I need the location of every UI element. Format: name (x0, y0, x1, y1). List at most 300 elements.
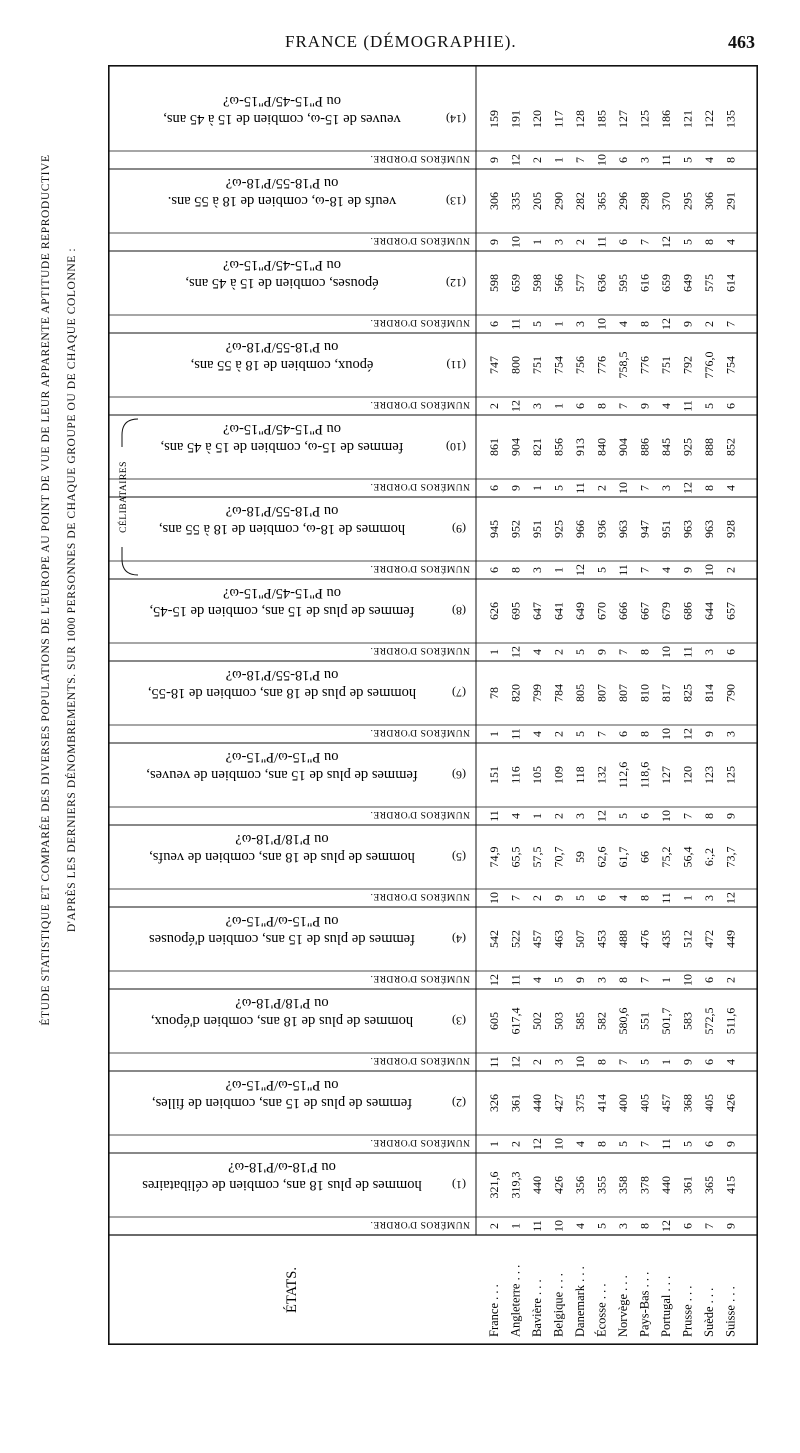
value-cell: 511,6 (723, 1007, 738, 1035)
rank-cell: 3 (637, 157, 652, 163)
state-name: Suisse . . . (723, 1286, 738, 1337)
rank-header: NUMÉROS D'ORDRE. (370, 891, 470, 901)
value-cell: 306 (487, 192, 501, 210)
state-name: Portugal . . . (659, 1275, 673, 1337)
column-number: (11) (446, 358, 466, 372)
rank-cell: 11 (508, 318, 523, 330)
value-cell: 365 (702, 1176, 716, 1194)
state-name: Écosse . . . (594, 1283, 609, 1337)
table-grid (108, 65, 758, 1345)
rank-cell: 1 (551, 567, 566, 573)
rank-cell: 1 (680, 895, 695, 901)
value-cell: 936 (594, 520, 609, 538)
value-cell: 852 (723, 438, 738, 456)
value-cell: 585 (573, 1012, 587, 1030)
rank-cell: 10 (551, 1220, 566, 1232)
rank-cell: 5 (702, 403, 716, 409)
value-cell: 817 (659, 684, 673, 702)
value-cell: 861 (487, 438, 501, 456)
value-cell: 799 (530, 684, 544, 702)
rank-cell: 3 (551, 239, 566, 245)
rank-cell: 6 (487, 321, 501, 327)
value-cell: 70,7 (551, 846, 566, 868)
value-cell: 501,7 (659, 1007, 673, 1035)
caption-line-1: ÉTUDE STATISTIQUE ET COMPARÉE DES DIVERSES POPULATIONS DE L'EUROPE AU POINT DE VUE DE LEUR APPARENTE APTITUDE REPRODUCTIVE (40, 154, 52, 1026)
value-cell: 810 (637, 684, 652, 702)
value-cell: 6:,2 (702, 847, 716, 867)
rank-cell: 9 (551, 895, 566, 901)
rank-header: NUMÉROS D'ORDRE. (370, 153, 470, 163)
value-cell: 435 (659, 930, 673, 948)
rank-cell: 1 (551, 157, 566, 163)
rank-cell: 11 (508, 728, 523, 740)
rank-cell: 2 (551, 813, 566, 819)
column-description: hommes de plus de 18 ans, combien de 18-55, (147, 685, 417, 701)
rank-cell: 5 (594, 567, 609, 573)
value-cell: 522 (508, 930, 523, 948)
caption-line-2: D'APRÈS LES DERNIERS DÉNOMBREMENTS. SUR 1000 PERSONNES DE CHAQUE GROUPE OU DE CHAQUE COLONNE : (66, 247, 78, 933)
value-cell: 636 (594, 274, 609, 292)
value-cell: 205 (530, 192, 544, 210)
value-cell: 414 (594, 1094, 609, 1112)
rank-cell: 11 (573, 482, 587, 494)
value-cell: 542 (487, 930, 501, 948)
rank-cell: 6 (680, 1223, 695, 1229)
value-cell: 476 (637, 930, 652, 948)
column-formula: ou P'18-55/P'18-ω? (225, 175, 339, 191)
rank-header: NUMÉROS D'ORDRE. (370, 235, 470, 245)
rank-cell: 2 (487, 1223, 501, 1229)
value-cell: 512 (680, 930, 695, 948)
column-number: (7) (452, 686, 466, 700)
rank-cell: 3 (702, 895, 716, 901)
column-description: époux, combien de 18 à 55 ans, (190, 357, 374, 373)
rank-cell: 12 (659, 318, 673, 330)
rank-cell: 5 (680, 239, 695, 245)
rank-cell: 2 (702, 321, 716, 327)
column-formula: ou P''15-45/P''15-ω? (223, 93, 341, 109)
rank-header: NUMÉROS D'ORDRE. (370, 1055, 470, 1065)
state-name: Norvège . . . (616, 1275, 630, 1337)
value-cell: 644 (702, 602, 716, 620)
rank-cell: 7 (594, 731, 609, 737)
rank-cell: 9 (680, 321, 695, 327)
column-description: femmes de plus de 15 ans, combien de 15-45, (149, 603, 415, 619)
value-cell: 925 (680, 438, 695, 456)
rank-cell: 11 (659, 892, 673, 904)
value-cell: 405 (637, 1094, 652, 1112)
value-cell: 365 (594, 192, 609, 210)
rank-cell: 7 (637, 977, 652, 983)
rank-cell: 11 (487, 1056, 501, 1068)
value-cell: 666 (616, 602, 630, 620)
value-cell: 356 (573, 1176, 587, 1194)
rank-cell: 8 (594, 1141, 609, 1147)
value-cell: 73,7 (723, 846, 738, 868)
value-cell: 800 (508, 356, 523, 374)
value-cell: 551 (637, 1012, 652, 1030)
value-cell: 679 (659, 602, 673, 620)
rank-cell: 11 (680, 400, 695, 412)
rank-cell: 3 (723, 731, 738, 737)
column-description: veuves de 15-ω, combien de 15 à 45 ans, (163, 111, 401, 127)
column-description: femmes de 15-ω, combien de 15 à 45 ans, (160, 439, 404, 455)
value-cell: 62,6 (594, 846, 609, 868)
value-cell: 59 (573, 851, 587, 863)
rank-cell: 9 (487, 157, 501, 163)
rank-cell: 9 (594, 649, 609, 655)
value-cell: 457 (659, 1094, 673, 1112)
column-formula: ou P''15-ω/P''15-ω? (225, 749, 339, 765)
rank-cell: 6 (487, 485, 501, 491)
rank-cell: 3 (573, 813, 587, 819)
value-cell: 296 (616, 192, 630, 210)
rank-cell: 2 (551, 731, 566, 737)
value-cell: 123 (702, 766, 716, 784)
rank-cell: 5 (637, 1059, 652, 1065)
value-cell: 925 (551, 520, 566, 538)
rank-header: NUMÉROS D'ORDRE. (370, 727, 470, 737)
rank-cell: 5 (680, 157, 695, 163)
rank-cell: 10 (573, 1056, 587, 1068)
value-cell: 776 (637, 356, 652, 374)
value-cell: 963 (616, 520, 630, 538)
value-cell: 117 (551, 110, 566, 128)
page-number: 463 (728, 32, 755, 52)
value-cell: 368 (680, 1094, 695, 1112)
state-name: Belgique . . . (551, 1273, 566, 1337)
running-title: FRANCE (DÉMOGRAPHIE). (285, 32, 517, 51)
value-cell: 116 (508, 766, 523, 784)
value-cell: 951 (659, 520, 673, 538)
rank-header: NUMÉROS D'ORDRE. (370, 481, 470, 491)
value-cell: 814 (702, 684, 716, 702)
value-cell: 135 (723, 110, 738, 128)
value-cell: 904 (508, 438, 523, 456)
value-cell: 886 (637, 438, 652, 456)
table-caption (22, 40, 102, 1140)
value-cell: 400 (616, 1094, 630, 1112)
rank-cell: 4 (573, 1141, 587, 1147)
value-cell: 805 (573, 684, 587, 702)
value-cell: 56,4 (680, 846, 695, 868)
page-header (0, 0, 800, 60)
rank-cell: 2 (573, 239, 587, 245)
value-cell: 928 (723, 520, 738, 538)
value-cell: 151 (487, 766, 501, 784)
rank-cell: 12 (573, 564, 587, 576)
column-formula: ou P''15-45/P''15-ω? (223, 421, 341, 437)
value-cell: 449 (723, 930, 738, 948)
rank-cell: 1 (659, 1059, 673, 1065)
column-number: (9) (452, 522, 466, 536)
column-formula: ou P'18-55/P'18-ω? (225, 503, 339, 519)
value-cell: 649 (573, 602, 587, 620)
rank-cell: 8 (508, 567, 523, 573)
rank-cell: 4 (530, 731, 544, 737)
value-cell: 191 (508, 110, 523, 128)
value-cell: 820 (508, 684, 523, 702)
rank-header: NUMÉROS D'ORDRE. (370, 809, 470, 819)
rank-cell: 10 (659, 646, 673, 658)
value-cell: 840 (594, 438, 609, 456)
rank-cell: 4 (659, 403, 673, 409)
value-cell: 295 (680, 192, 695, 210)
rank-cell: 8 (702, 813, 716, 819)
rank-cell: 1 (530, 813, 544, 819)
rank-cell: 9 (573, 977, 587, 983)
column-formula: ou P''15-45/P''15-ω? (223, 257, 341, 273)
rank-cell: 5 (551, 977, 566, 983)
column-number: (3) (452, 1014, 466, 1028)
state-name: Prusse . . . (680, 1285, 695, 1337)
value-cell: 582 (594, 1012, 609, 1030)
value-cell: 888 (702, 438, 716, 456)
rank-cell: 9 (680, 567, 695, 573)
value-cell: 614 (723, 274, 738, 292)
value-cell: 122 (702, 110, 716, 128)
value-cell: 109 (551, 766, 566, 784)
rank-cell: 12 (680, 728, 695, 740)
value-cell: 913 (573, 438, 587, 456)
value-cell: 605 (487, 1012, 501, 1030)
rank-cell: 2 (723, 977, 738, 983)
rank-cell: 5 (573, 649, 587, 655)
rank-cell: 11 (487, 810, 501, 822)
value-cell: 503 (551, 1012, 566, 1030)
value-cell: 647 (530, 602, 544, 620)
value-cell: 361 (508, 1094, 523, 1112)
rank-cell: 6 (702, 1059, 716, 1065)
value-cell: 963 (702, 520, 716, 538)
column-description: hommes de plus de 18 ans, combien d'époux, (150, 1013, 414, 1029)
rank-cell: 9 (680, 1059, 695, 1065)
rank-cell: 5 (530, 321, 544, 327)
value-cell: 754 (551, 356, 566, 374)
rank-cell: 12 (659, 1220, 673, 1232)
rank-cell: 6 (637, 813, 652, 819)
rank-header: NUMÉROS D'ORDRE. (370, 317, 470, 327)
value-cell: 641 (551, 602, 566, 620)
value-cell: 583 (680, 1012, 695, 1030)
rank-cell: 3 (702, 649, 716, 655)
rank-cell: 1 (487, 731, 501, 737)
rank-cell: 12 (594, 810, 609, 822)
value-cell: 125 (723, 766, 738, 784)
value-cell: 370 (659, 192, 673, 210)
value-cell: 426 (551, 1176, 566, 1194)
column-formula: ou P''15-ω/P''15-ω? (225, 1077, 339, 1093)
column-description: femmes de plus de 15 ans, combien d'épouses (149, 931, 415, 947)
value-cell: 580,6 (616, 1007, 630, 1035)
value-cell: 825 (680, 684, 695, 702)
rank-cell: 4 (616, 895, 630, 901)
value-cell: 57,5 (530, 846, 544, 868)
rank-cell: 8 (594, 403, 609, 409)
statistics-table (108, 65, 758, 1345)
state-name: Pays-Bas . . . (637, 1271, 652, 1337)
rank-cell: 5 (616, 813, 630, 819)
rank-cell: 9 (702, 731, 716, 737)
value-cell: 754 (723, 356, 738, 374)
value-cell: 118 (573, 766, 587, 784)
rank-cell: 1 (508, 1223, 523, 1229)
rank-cell: 6 (616, 731, 630, 737)
rank-cell: 7 (637, 567, 652, 573)
column-description: femmes de plus de 15 ans, combien de veuves, (146, 767, 418, 783)
rank-cell: 1 (530, 239, 544, 245)
rank-cell: 11 (680, 646, 695, 658)
value-cell: 667 (637, 602, 652, 620)
value-cell: 128 (573, 110, 587, 128)
rank-cell: 11 (594, 236, 609, 248)
rank-cell: 5 (680, 1141, 695, 1147)
column-description: hommes de plus de 18 ans, combien de veufs, (149, 849, 415, 865)
value-cell: 405 (702, 1094, 716, 1112)
value-cell: 291 (723, 192, 738, 210)
value-cell: 566 (551, 274, 566, 292)
rank-cell: 9 (487, 239, 501, 245)
value-cell: 132 (594, 766, 609, 784)
column-number: (6) (452, 768, 466, 782)
value-cell: 375 (573, 1094, 587, 1112)
rank-cell: 11 (508, 974, 523, 986)
rank-cell: 7 (616, 403, 630, 409)
rank-cell: 12 (680, 482, 695, 494)
rank-cell: 2 (487, 403, 501, 409)
value-cell: 282 (573, 192, 587, 210)
column-formula: ou P'18/P'18-ω? (235, 831, 329, 847)
rank-cell: 11 (616, 564, 630, 576)
value-cell: 306 (702, 192, 716, 210)
state-name: Angleterre . . . (508, 1264, 523, 1337)
rank-cell: 4 (573, 1223, 587, 1229)
value-cell: 120 (680, 766, 695, 784)
value-cell: 463 (551, 930, 566, 948)
column-formula: ou P'18-ω/P'18-ω? (228, 1159, 336, 1175)
value-cell: 821 (530, 438, 544, 456)
column-description: hommes de 18-ω, combien de 18 à 55 ans, (158, 521, 406, 537)
rank-cell: 3 (616, 1223, 630, 1229)
rank-cell: 1 (487, 1141, 501, 1147)
rank-cell: 9 (637, 403, 652, 409)
value-cell: 127 (659, 766, 673, 784)
rank-cell: 4 (508, 813, 523, 819)
value-cell: 427 (551, 1094, 566, 1112)
value-cell: 792 (680, 356, 695, 374)
celibataires-label: CÉLIBATAIRES (119, 461, 129, 533)
rank-cell: 4 (723, 1059, 738, 1065)
value-cell: 319,3 (508, 1171, 523, 1199)
value-cell: 577 (573, 274, 587, 292)
value-cell: 776,0 (702, 351, 716, 379)
column-number: (5) (452, 850, 466, 864)
column-number: (2) (452, 1096, 466, 1110)
rank-cell: 8 (637, 1223, 652, 1229)
rank-cell: 12 (659, 236, 673, 248)
column-description: épouses, combien de 15 à 45 ans, (185, 275, 379, 291)
states-header: ÉTATS. (284, 1267, 300, 1313)
rank-header: NUMÉROS D'ORDRE. (370, 1219, 470, 1229)
value-cell: 657 (723, 602, 738, 620)
column-number: (1) (452, 1178, 466, 1192)
rank-cell: 6 (702, 1141, 716, 1147)
rank-cell: 8 (616, 977, 630, 983)
value-cell: 290 (551, 192, 566, 210)
rank-cell: 6 (594, 895, 609, 901)
value-cell: 120 (530, 110, 544, 128)
value-cell: 807 (616, 684, 630, 702)
value-cell: 904 (616, 438, 630, 456)
value-cell: 186 (659, 110, 673, 128)
rank-cell: 4 (723, 239, 738, 245)
value-cell: 472 (702, 930, 716, 948)
value-cell: 415 (723, 1176, 738, 1194)
value-cell: 440 (530, 1176, 544, 1194)
rank-cell: 7 (723, 321, 738, 327)
rank-cell: 7 (702, 1223, 716, 1229)
value-cell: 670 (594, 602, 609, 620)
value-cell: 65,5 (508, 846, 523, 868)
rank-cell: 6 (616, 239, 630, 245)
value-cell: 112,6 (616, 761, 630, 789)
rank-cell: 5 (573, 731, 587, 737)
rank-cell: 9 (508, 485, 523, 491)
value-cell: 626 (487, 602, 501, 620)
value-cell: 659 (659, 274, 673, 292)
value-cell: 440 (659, 1176, 673, 1194)
rank-cell: 2 (530, 1059, 544, 1065)
rank-cell: 6 (487, 567, 501, 573)
value-cell: 686 (680, 602, 695, 620)
rank-cell: 10 (616, 482, 630, 494)
value-cell: 127 (616, 110, 630, 128)
value-cell: 488 (616, 930, 630, 948)
rank-cell: 4 (530, 977, 544, 983)
rank-cell: 12 (530, 1138, 544, 1150)
rank-cell: 5 (594, 1223, 609, 1229)
rank-cell: 2 (530, 895, 544, 901)
value-cell: 945 (487, 520, 501, 538)
rank-cell: 12 (723, 892, 738, 904)
rank-cell: 2 (594, 485, 609, 491)
column-number: (10) (446, 440, 466, 454)
value-cell: 966 (573, 520, 587, 538)
rank-cell: 9 (723, 1141, 738, 1147)
rank-cell: 7 (637, 485, 652, 491)
value-cell: 74,9 (487, 846, 501, 868)
value-cell: 453 (594, 930, 609, 948)
rank-cell: 10 (594, 318, 609, 330)
rank-cell: 3 (573, 321, 587, 327)
column-formula: ou P'18/P'18-ω? (235, 995, 329, 1011)
rank-cell: 3 (594, 977, 609, 983)
value-cell: 502 (530, 1012, 544, 1030)
value-cell: 952 (508, 520, 523, 538)
column-number: (12) (446, 276, 466, 290)
rank-cell: 1 (487, 649, 501, 655)
rank-header: NUMÉROS D'ORDRE. (370, 1137, 470, 1147)
rank-cell: 12 (508, 1056, 523, 1068)
rank-cell: 11 (659, 154, 673, 166)
value-cell: 335 (508, 192, 523, 210)
rank-cell: 1 (551, 321, 566, 327)
rank-cell: 12 (487, 974, 501, 986)
rank-cell: 1 (530, 485, 544, 491)
rank-cell: 7 (637, 1141, 652, 1147)
rank-cell: 2 (551, 649, 566, 655)
rank-cell: 1 (551, 403, 566, 409)
